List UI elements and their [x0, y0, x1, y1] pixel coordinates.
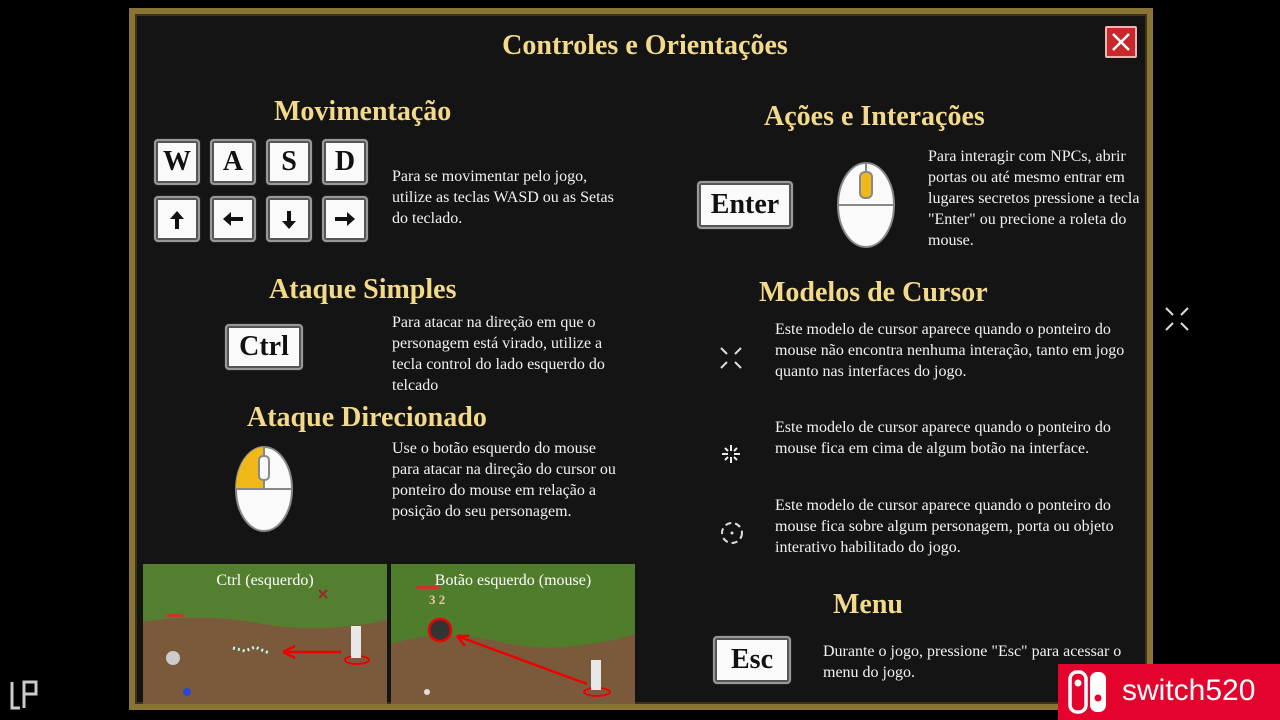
- close-button[interactable]: [1105, 26, 1137, 58]
- key-up: [154, 196, 200, 242]
- menu-heading: Menu: [833, 589, 903, 620]
- key-down: [266, 196, 312, 242]
- close-icon: [1110, 31, 1132, 53]
- panel-title: Controles e Orientações: [502, 30, 788, 61]
- directed-attack-heading: Ataque Direcionado: [247, 402, 487, 433]
- game-logo-icon: [8, 678, 42, 720]
- key-esc: Esc: [713, 636, 791, 684]
- cursors-heading: Modelos de Cursor: [759, 277, 988, 308]
- right-arrow-icon: [333, 209, 357, 229]
- key-left: [210, 196, 256, 242]
- key-d: D: [322, 139, 368, 185]
- key-enter: Enter: [697, 181, 793, 229]
- watermark-text: switch520: [1122, 674, 1256, 707]
- button-cursor-icon: [721, 444, 741, 464]
- up-arrow-icon: [167, 209, 187, 231]
- key-w: W: [154, 139, 200, 185]
- key-s: S: [266, 139, 312, 185]
- simple-attack-heading: Ataque Simples: [269, 274, 457, 305]
- movement-heading: Movimentação: [274, 96, 452, 127]
- simple-attack-text: Para atacar na direção em que o personagem está virado, utilize a tecla control do lado esquerdo do telcado: [392, 314, 605, 394]
- ctrl-attack-screenshot: [143, 564, 387, 704]
- actions-text: Para interagir com NPCs, abrir portas ou até mesmo entrar em lugares secretos pressione a tecla "Enter" ou precione a roleta do mouse.: [928, 148, 1140, 249]
- menu-text: Durante o jogo, pressione "Esc" para acessar o menu do jogo.: [823, 643, 1122, 681]
- target-cursor-icon: [719, 520, 745, 546]
- default-cursor-icon: [719, 346, 743, 370]
- mouse-wheel-click-icon: [835, 160, 897, 250]
- mouse-pointer-cursor-icon: [1164, 306, 1190, 332]
- ctrl-screenshot-label: Ctrl (esquerdo): [216, 572, 314, 589]
- actions-heading: Ações e Interações: [764, 101, 985, 132]
- key-right: [322, 196, 368, 242]
- cursor-target-text: Este modelo de cursor aparece quando o ponteiro do mouse fica sobre algum personagem, porta ou objeto interativo habilitado do jogo.: [775, 497, 1114, 556]
- damage-numbers: 3 2: [429, 592, 446, 607]
- directed-attack-text: Use o botão esquerdo do mouse para atacar na direção do cursor ou ponteiro do mouse em relação a posição do seu personagem.: [392, 440, 616, 520]
- mouse-screenshot-label: Botão esquerdo (mouse): [434, 572, 592, 589]
- switch-logo-icon: [1066, 670, 1110, 714]
- cursor-default-text: Este modelo de cursor aparece quando o ponteiro do mouse não encontra nenhuma interação, tanto em jogo quanto nas interfaces do jogo.: [775, 321, 1125, 380]
- cursor-button-text: Este modelo de cursor aparece quando o ponteiro do mouse fica em cima de algum botão na interface.: [775, 419, 1111, 457]
- key-a: A: [210, 139, 256, 185]
- controls-panel: [129, 8, 1153, 710]
- down-arrow-icon: [279, 209, 299, 231]
- watermark-badge: [1058, 664, 1280, 720]
- left-arrow-icon: [221, 209, 245, 229]
- movement-text: Para se movimentar pelo jogo, utilize as teclas WASD ou as Setas do teclado.: [392, 168, 614, 227]
- mouse-attack-screenshot: [391, 564, 635, 704]
- mouse-left-click-icon: [233, 444, 295, 534]
- key-ctrl: Ctrl: [225, 324, 303, 370]
